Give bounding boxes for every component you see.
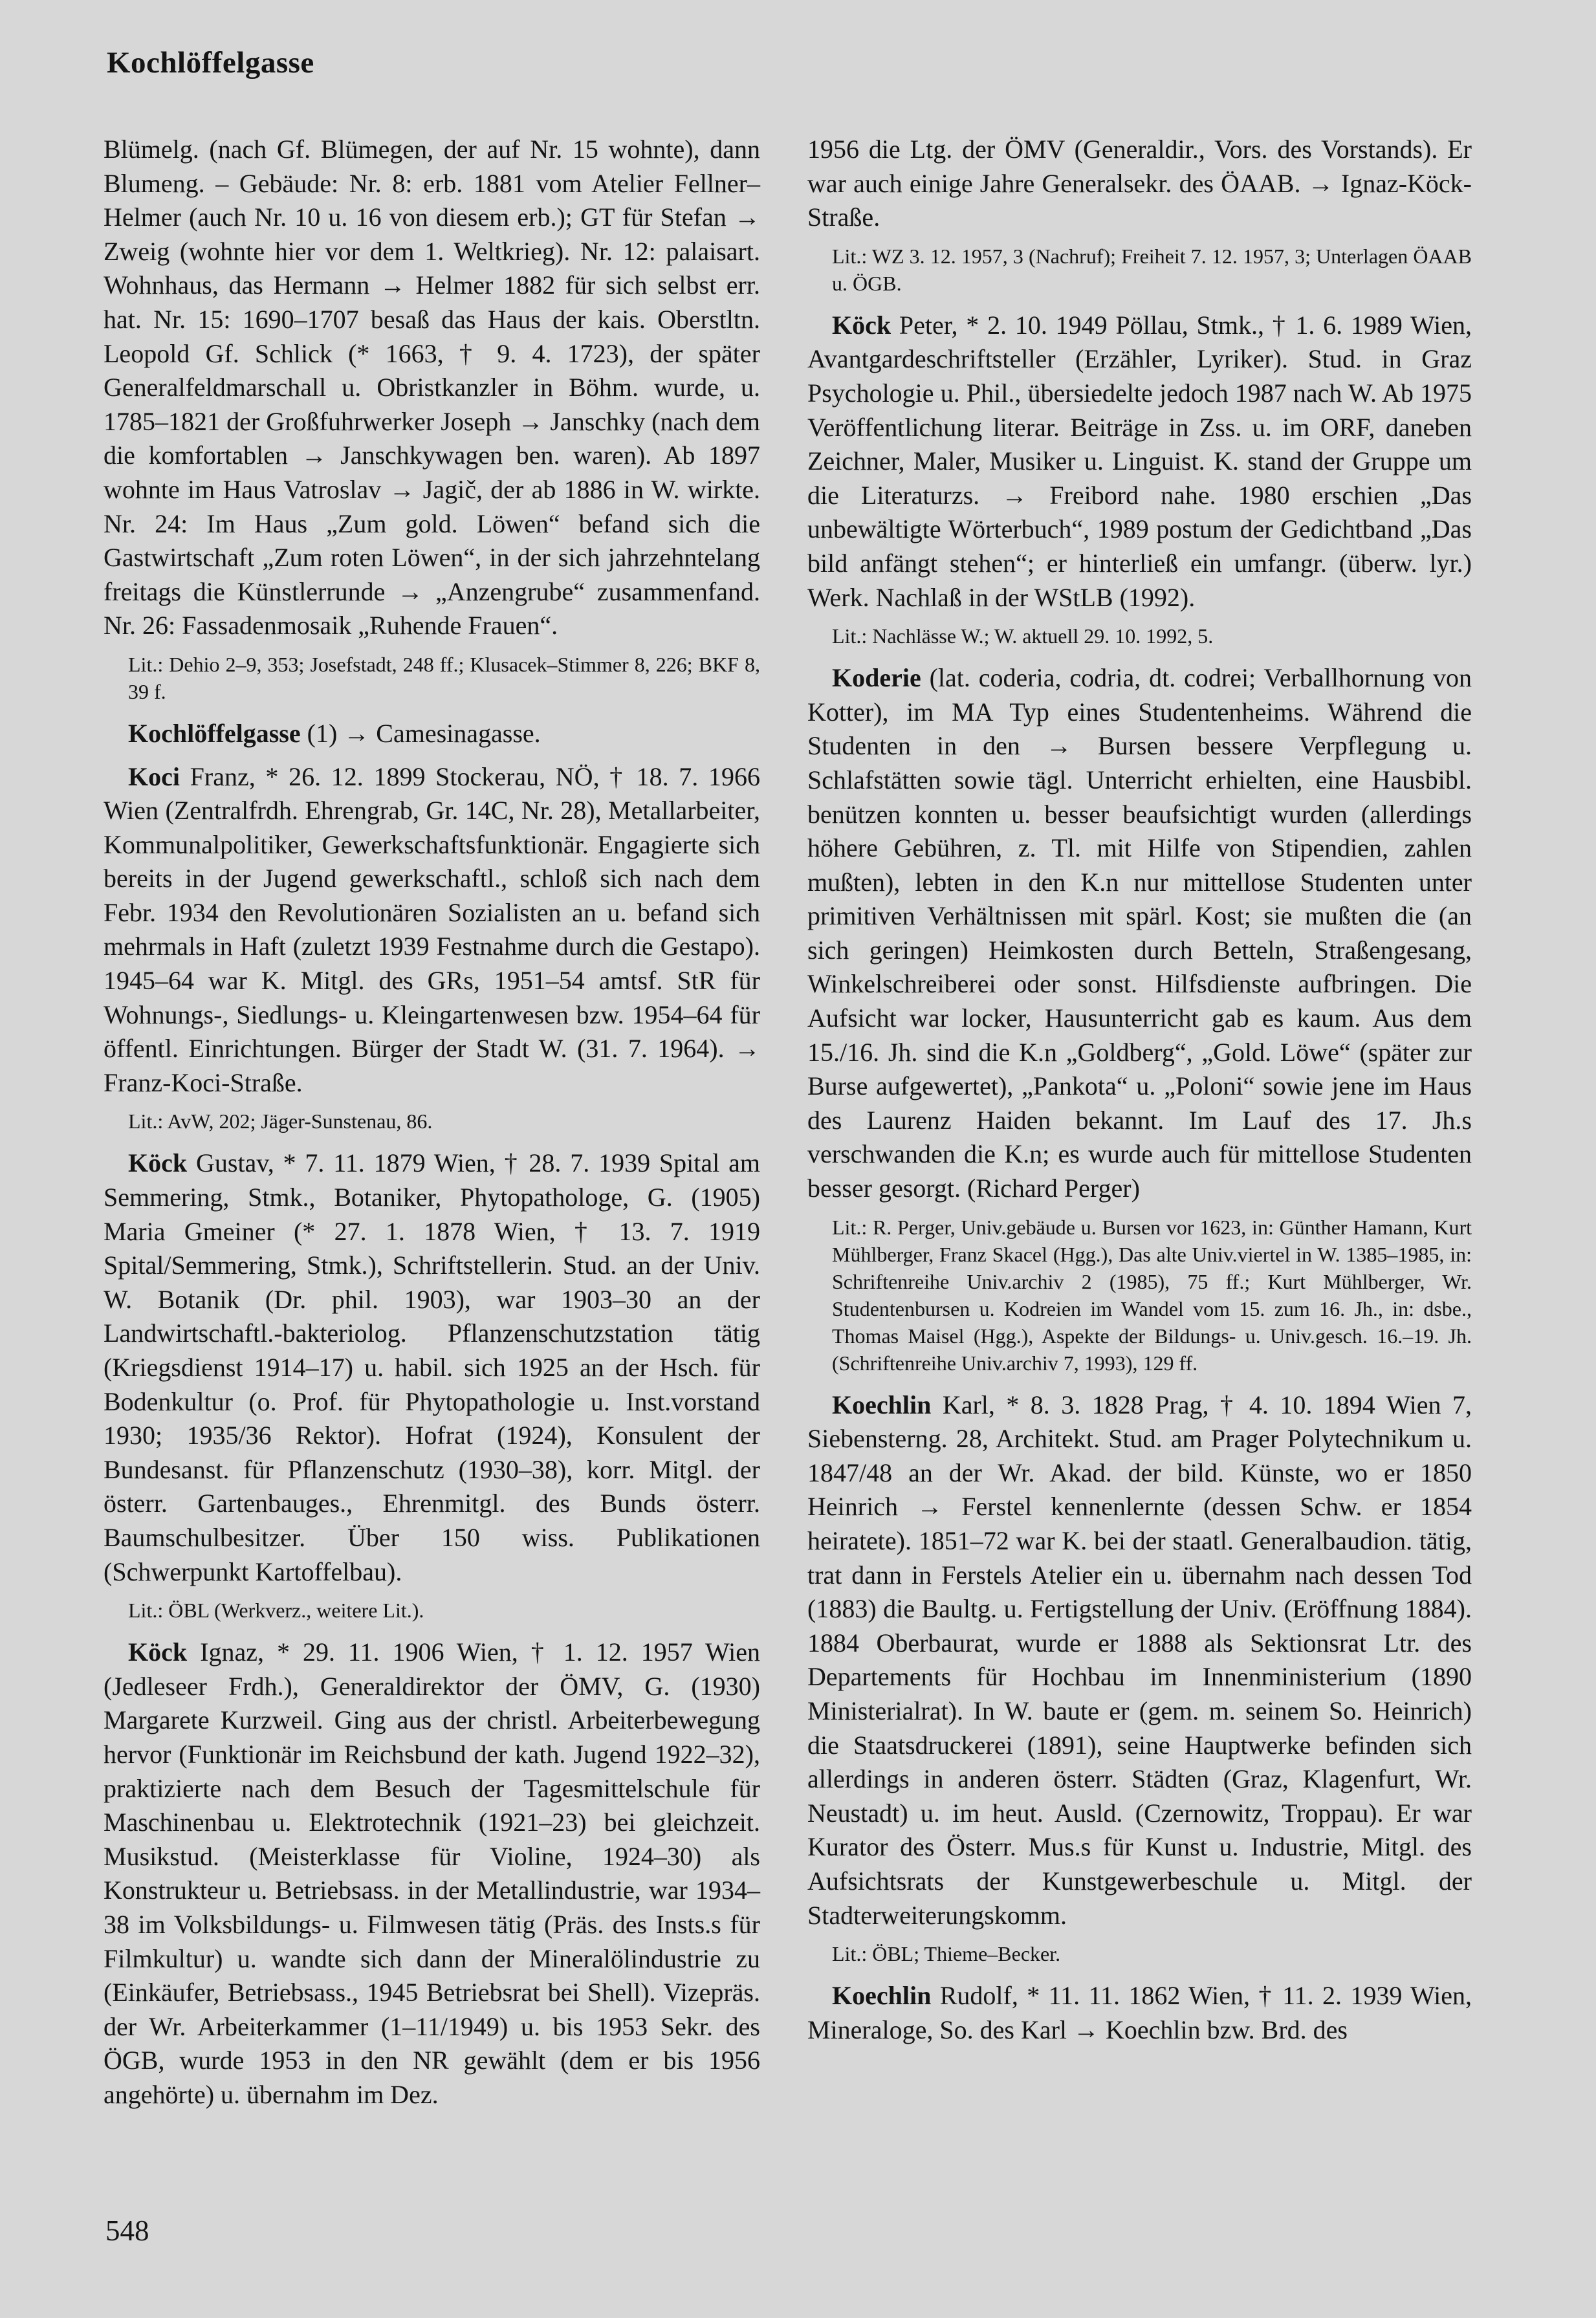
entry-headword: Koechlin: [832, 1981, 932, 2011]
entry-koechlin-rudolf: [807, 1979, 1472, 2047]
entry-headword: Köck: [128, 1148, 188, 1178]
entry-text: Ignaz, * 29. 11. 1906 Wien, † 1. 12. 1957 Wien (Jedleseer Frdh.), Generaldirektor der ÖMV, G. (1930) Margarete Kurzweil. Ging aus der christl. Arbeiterbewegung hervor (Funktionär im Reichsbund der kath. Jugend 1922–32), praktizierte nach dem Besuch der Tagesmittelschule für Maschinenbau u. Elektrotechnik (1921–23) bei gleichzeit. Musikstud. (Meisterklasse für Violine, 1924–30) als Konstrukteur u. Betriebsass. in der Metallindustrie, war 1934–38 im Volksbildungs- u. Filmwesen tätig (Präs. des Insts.s für Filmkultur) u. wandte sich dann der Mineralölindustrie zu (Einkäufer, Betriebsass., 1945 Betriebsrat bei Shell). Vizepräs. der Wr. Arbeiterkammer (1–11/1949) u. bis 1953 Sekr. des ÖGB, wurde 1953 in den NR gewählt (dem er bis 1956 angehörte) u. übernahm im Dez.: [104, 1637, 761, 2109]
entry-text: Karl, * 8. 3. 1828 Prag, † 4. 10. 1894 Wien 7, Siebensterng. 28, Architekt. Stud. am Prager Polytechnikum u. 1847/48 an der Wr. Akad. der bild. Künste, wo er 1850 Heinrich → Ferstel kennenlernte (dessen Schw. er 1854 heiratete). 1851–72 war K. bei der staatl. Generalbaudion. tätig, trat dann in Ferstels Atelier ein u. übernahm nach dessen Tod (1883) die Baultg. u. Fertigstellung der Univ. (Eröffnung 1884). 1884 Oberbaurat, wurde er 1888 als Sektionsrat Ltr. des Departements für Hochbau im Innenministerium (1890 Ministerialrat). In W. baute er (gem. m. seinem So. Heinrich) die Staatsdruckerei (1891), seine Hauptwerke befinden sich allerdings in anderen österr. Städten (Graz, Klagenfurt, Wr. Neustadt) u. im heut. Ausld. (Czernowitz, Troppau). Er war Kurator des Österr. Mus.s für Kunst u. Industrie, Mitgl. des Aufsichtsrats der Kunstgewerbeschule u. Mitgl. der Stadterweiterungskomm.: [807, 1390, 1472, 1930]
entry-text: Peter, * 2. 10. 1949 Pöllau, Stmk., † 1. 6. 1989 Wien, Avantgardeschriftsteller (Erzähler, Lyriker). Stud. in Graz Psychologie u. Phil., übersiedelte jedoch 1987 nach W. Ab 1975 Veröffentlichung literar. Beiträge in Zss. u. im ORF, daneben Zeichner, Maler, Musiker u. Linguist. K. stand der Gruppe um die Literaturzs. → Freibord nahe. 1980 erschien „Das unbewältigte Wörterbuch“, 1989 postum der Gedichtband „Das bild anfängt stehen“; er hinterließ ein umfangr. (überw. lyr.) Werk. Nachlaß in der WStLB (1992).: [807, 310, 1472, 612]
literature-note: Lit.: Dehio 2–9, 353; Josefstadt, 248 ff.; Klusacek–Stimmer 8, 226; BKF 8, 39 f.: [128, 652, 760, 703]
literature-note: Lit.: ÖBL (Werkverz., weitere Lit.).: [128, 1599, 424, 1623]
entry-text: Rudolf, * 11. 11. 1862 Wien, † 11. 2. 1939 Wien, Mineraloge, So. des Karl → Koechlin bzw. Brd. des: [807, 1981, 1472, 2044]
page-number: 548: [105, 2214, 149, 2247]
entry-headword: Köck: [832, 310, 891, 340]
entry-continuation: Blümelg. (nach Gf. Blümegen, der auf Nr. 15 wohnte), dann Blumeng. – Gebäude: Nr. 8: erb. 1881 vom Atelier Fellner–Helmer (auch Nr. 10 u. 16 von diesem erb.); GT für Stefan → Zweig (wohnte hier vor dem 1. Weltkrieg). Nr. 12: palaisart. Wohnhaus, das Hermann → Helmer 1882 für sich selbst err. hat. Nr. 15: 1690–1707 besaß das Haus der kais. Oberstltn. Leopold Gf. Schlick (* 1663, † 9. 4. 1723), der später Generalfeldmarschall u. Obristkanzler in Böhm. wurde, u. 1785–1821 der Großfuhrwerker Joseph → Janschky (nach dem die komfortablen → Janschkywagen ben. waren). Ab 1897 wohnte im Haus Vatroslav → Jagič, der ab 1886 in W. wirkte. Nr. 24: Im Haus „Zum gold. Löwen“ befand sich die Gastwirtschaft „Zum roten Löwen“, in der sich jahrzehntelang freitags die Künstlerrunde → „Anzengrube“ zusammenfand. Nr. 26: Fassadenmosaik „Ruhende Frauen“.: [104, 135, 760, 640]
entry-headword: Koci: [128, 761, 180, 791]
literature-note: Lit.: AvW, 202; Jäger-Sunstenau, 86.: [128, 1110, 433, 1133]
entry-continuation: 1956 die Ltg. der ÖMV (Generaldir., Vors. des Vorstands). Er war auch einige Jahre Generalsekr. des ÖAAB. → Ignaz-Köck-Straße.: [807, 135, 1472, 232]
entry-koci: [104, 760, 760, 1100]
entry-koeck-gustav: [104, 1146, 760, 1589]
entry-headword: Koderie: [832, 663, 921, 693]
entry-text: Gustav, * 7. 11. 1879 Wien, † 28. 7. 1939 Spital am Semmering, Stmk., Botaniker, Phytopathologe, G. (1905) Maria Gmeiner (* 27. 1. 1878 Wien, † 13. 7. 1919 Spital/Semmering, Stmk.), Schriftstellerin. Stud. an der Univ. W. Botanik (Dr. phil. 1903), war 1903–30 an der Landwirtschaftl.-bakteriolog. Pflanzenschutzstation tätig (Kriegsdienst 1914–17) u. habil. sich 1925 an der Hsch. für Bodenkultur (o. Prof. für Phytopathologie u. Inst.vorstand 1930; 1935/36 Rektor). Hofrat (1924), Konsulent der Bundesanst. für Pflanzenschutz (1930–38), korr. Mitgl. der österr. Gartenbauges., Ehrenmitgl. des Bunds österr. Baumschulbesitzer. Über 150 wiss. Publikationen (Schwerpunkt Kartoffelbau).: [104, 1148, 760, 1586]
entry-text: Franz, * 26. 12. 1899 Stockerau, NÖ, † 18. 7. 1966 Wien (Zentralfrdh. Ehrengrab, Gr. 14C, Nr. 28), Metallarbeiter, Kommunalpolitiker, Gewerkschaftsfunktionär. Engagierte sich bereits in der Jugend gewerkschaftl., schloß sich nach dem Febr. 1934 den Revolutionären Sozialisten an u. befand sich mehrmals in Haft (zuletzt 1939 Festnahme durch die Gestapo). 1945–64 war K. Mitgl. des GRs, 1951–54 amtsf. StR für Wohnungs-, Siedlungs- u. Kleingartenwesen bzw. 1954–64 für öffentl. Einrichtungen. Bürger der Stadt W. (31. 7. 1964). → Franz-Koci-Straße.: [104, 761, 760, 1097]
left-column: [104, 133, 760, 2121]
entry-text: (1) → Camesinagasse.: [307, 718, 541, 748]
entry-headword: Kochlöffelgasse: [128, 718, 301, 748]
right-column: [807, 133, 1472, 2056]
page-title: Kochlöffelgasse: [107, 46, 314, 80]
entry-text: (lat. coderia, codria, dt. codrei; Verballhornung von Kotter), im MA Typ eines Studentenheims. Während die Studenten in den → Bursen bessere Verpflegung u. Schlafstätten sowie tägl. Unterricht erhielten, eine Hausbibl. benützen konnten u. besser beaufsichtigt wurden (allerdings höhere Gebühren, z. Tl. mit Hilfe von Stipendien, zahlen mußten), lebten in den K.n nur mittellose Studenten unter primitiven Verhältnissen mit spärl. Kost; sie mußten die (an sich geringen) Heimkosten durch Betteln, Straßengesang, Winkelschreiberei oder sonst. Hilfsdienste aufbringen. Die Aufsicht war locker, Hausunterricht gab es kaum. Aus dem 15./16. Jh. sind die K.n „Goldberg“, „Gold. Löwe“ (später zur Burse aufgewertet), „Pankota“ u. „Poloni“ sowie jene im Haus des Laurenz Haiden bekannt. Im Lauf des 17. Jh.s verschwanden die K.n; es wurde auch für mittellose Studenten besser gesorgt. (Richard Perger): [807, 663, 1472, 1203]
literature-note: Lit.: Nachlässe W.; W. aktuell 29. 10. 1992, 5.: [832, 624, 1214, 648]
entry-headword: Koechlin: [832, 1390, 932, 1419]
entry-koeck-peter: [807, 309, 1472, 615]
literature-note: Lit.: ÖBL; Thieme–Becker.: [832, 1942, 1061, 1966]
entry-koechlin-karl: [807, 1388, 1472, 1933]
entry-kochloeffelgasse-1: [104, 717, 760, 751]
entry-koeck-ignaz: [104, 1635, 760, 2112]
literature-note: Lit.: R. Perger, Univ.gebäude u. Bursen vor 1623, in: Günther Hamann, Kurt Mühlberger, Franz Skacel (Hgg.), Das alte Univ.viertel in W. 1385–1985, in: Schriftenreihe Univ.archiv 2 (1985), 75 ff.; Kurt Mühlberger, Wr. Studentenbursen u. Kodreien im Wandel vom 15. zum 16. Jh., in: dsbe., Thomas Maisel (Hgg.), Aspekte der Bildungs- u. Univ.gesch. 16.–19. Jh. (Schriftenreihe Univ.archiv 7, 1993), 129 ff.: [832, 1215, 1472, 1375]
literature-note: Lit.: WZ 3. 12. 1957, 3 (Nachruf); Freiheit 7. 12. 1957, 3; Unterlagen ÖAAB u. ÖGB.: [832, 244, 1472, 295]
entry-headword: Köck: [128, 1637, 188, 1667]
entry-koderie: [807, 661, 1472, 1206]
